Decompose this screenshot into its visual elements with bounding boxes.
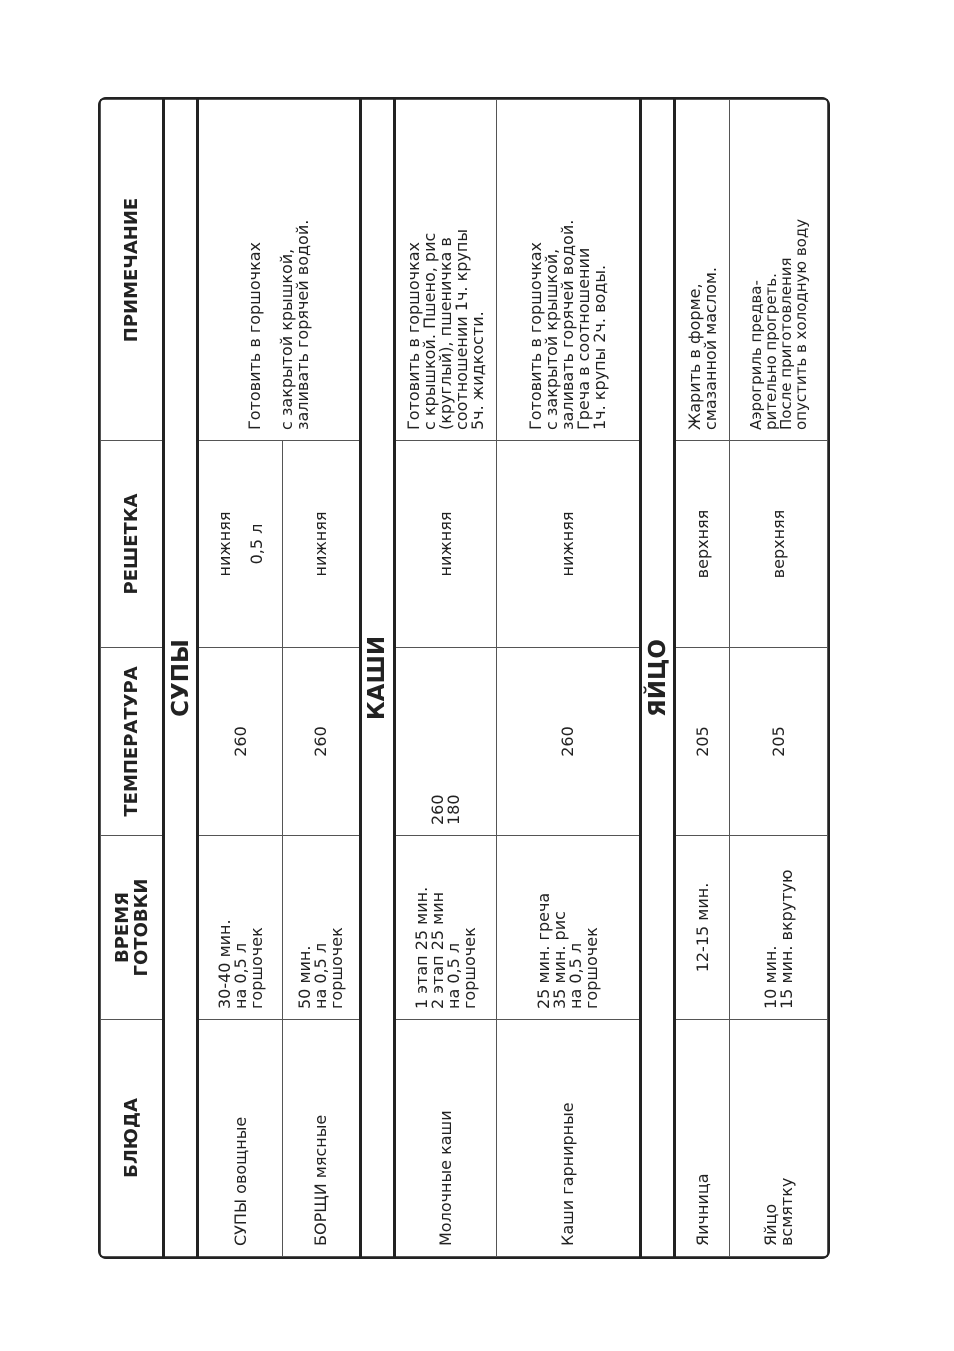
rotated-page xyxy=(100,100,828,1257)
dish-cell: Молочные каши xyxy=(394,1020,496,1257)
temp-cell: 205 xyxy=(730,648,828,836)
time-cell: 12-15 мин. xyxy=(674,836,729,1020)
table-row xyxy=(197,100,283,1257)
temp-cell: 260 xyxy=(496,648,641,836)
time-cell: 10 мин. 15 мин. вкрутую xyxy=(730,836,828,1020)
note-cell: Готовить в горшочках с крышкой. Пшено, рис (круглый), пшеничка в соотношении 1ч. крупы 5ч. жидкости. xyxy=(394,100,496,441)
dish-cell: СУПЫ овощные xyxy=(197,1020,283,1257)
time-cell: 30-40 мин. на 0,5 л горшочек xyxy=(197,836,283,1020)
header-note: ПРИМЕЧАНИЕ xyxy=(101,100,164,441)
dish-cell: Яичница xyxy=(674,1020,729,1257)
rack-cell: верхняя xyxy=(674,441,729,648)
header-temp: ТЕМПЕРАТУРА xyxy=(101,648,164,836)
section-title: КАШИ xyxy=(360,100,394,1257)
note-cell: Готовить в горшочках с закрытой крышкой, заливать горячей водой. xyxy=(197,100,360,441)
rack-cell: нижняя xyxy=(283,441,360,648)
time-cell: 1 этап 25 мин. 2 этап 25 мин на 0,5 л горшочек xyxy=(394,836,496,1020)
section-header-eggs xyxy=(641,100,675,1257)
table-row xyxy=(496,100,641,1257)
temp-cell: 260 xyxy=(197,648,283,836)
table-row xyxy=(394,100,496,1257)
dish-cell: Каши гарнирные xyxy=(496,1020,641,1257)
rack-cell: нижняя xyxy=(394,441,496,648)
header-dish: БЛЮДА xyxy=(101,1020,164,1257)
temp-cell: 260 180 xyxy=(394,648,496,836)
table-row xyxy=(730,100,828,1257)
section-header-soups xyxy=(164,100,198,1257)
time-cell: 50 мин. на 0,5 л горшочек xyxy=(283,836,360,1020)
header-row xyxy=(101,100,164,1257)
temp-cell: 260 xyxy=(283,648,360,836)
note-cell: Готовить в горшочках с закрытой крышкой, заливать горячей водой. Греча в соотношении 1ч. крупы 2ч. воды. xyxy=(496,100,641,441)
header-time: ВРЕМЯ ГОТОВКИ xyxy=(101,836,164,1020)
temp-cell: 205 xyxy=(674,648,729,836)
section-header-porridge xyxy=(360,100,394,1257)
section-title: СУПЫ xyxy=(164,100,198,1257)
note-cell: Аэрогриль предва- рительно прогреть. После приготовления опустить в холодную воду xyxy=(730,100,828,441)
time-cell: 25 мин. греча 35 мин. рис на 0,5 л горшочек xyxy=(496,836,641,1020)
cooking-table xyxy=(100,99,828,1257)
header-rack: РЕШЕТКА xyxy=(101,441,164,648)
section-title: ЯЙЦО xyxy=(641,100,675,1257)
rack-cell: верхняя xyxy=(730,441,828,648)
dish-cell: БОРЩИ мясные xyxy=(283,1020,360,1257)
rack-cell: нижняя 0,5 л xyxy=(197,441,283,648)
rack-cell: нижняя xyxy=(496,441,641,648)
note-cell: Жарить в форме, смазанной маслом. xyxy=(674,100,729,441)
table-row xyxy=(674,100,729,1257)
dish-cell: Яйцо всмятку xyxy=(730,1020,828,1257)
